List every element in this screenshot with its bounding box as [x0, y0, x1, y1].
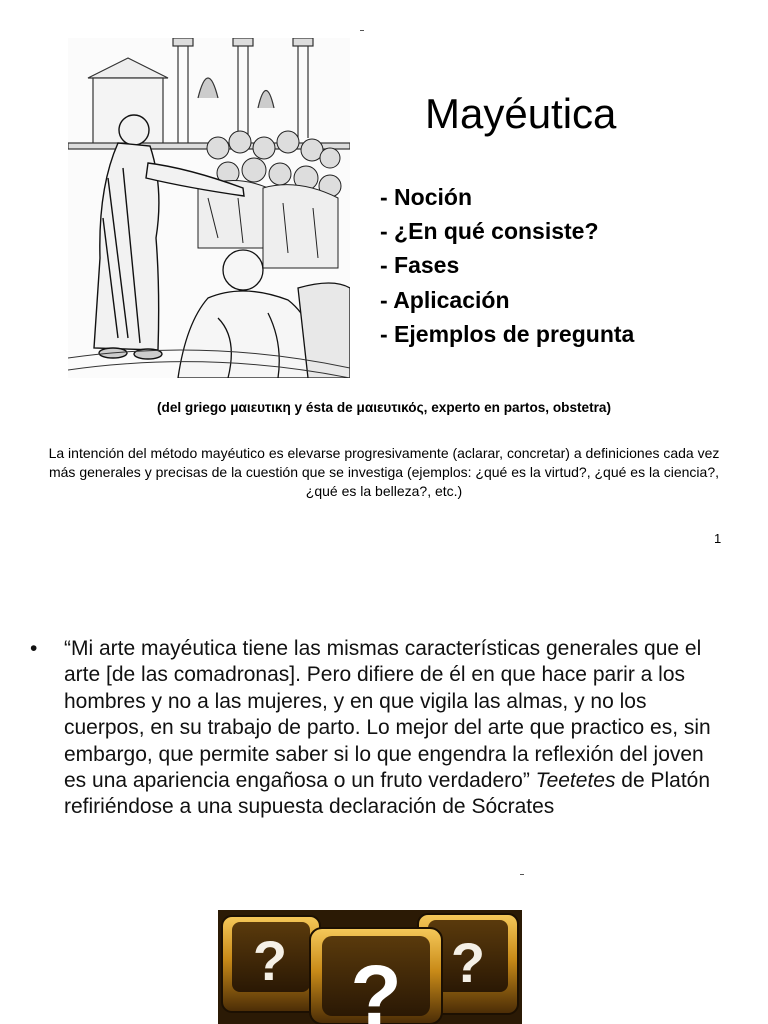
source-title: Teetetes [535, 769, 616, 793]
slide-title: Mayéutica [425, 90, 617, 138]
question-mark-glyph: ? [350, 948, 402, 1024]
question-mark-glyph: ? [252, 929, 288, 992]
topic-item: - Fases [380, 252, 460, 279]
question-mark-glyph: ? [450, 931, 486, 994]
topic-item: - Aplicación [380, 286, 510, 313]
topics-list [380, 180, 634, 351]
slide-2 [0, 580, 768, 1024]
topic-item: - ¿En qué consiste? [380, 218, 599, 245]
slide-marker [360, 30, 364, 31]
quote-body: “Mi arte mayéutica tiene las mismas características generales que el arte [de las comadronas]. Pero difiere de él en que hace parir a los hombres y no a las mujeres, y en que vigila las almas, y no los cuerpos, en su trabajo de parto. Lo mejor del arte que practico es, sin embargo, que permite saber si lo que engendra la reflexión del joven es una apariencia engañosa o un fruto verdadero” [64, 637, 711, 793]
page-number: 1 [714, 531, 722, 546]
topic-item: - Ejemplos de pregunta [380, 320, 635, 347]
etymology-note: (del griego μαιευτικη y ésta de μαιευτικός, experto en partos, obstetra) [156, 400, 612, 415]
quote-bullet-item [30, 636, 730, 821]
source-attribution: de Platón refiriéndose a una supuesta declaración de Sócrates [64, 769, 711, 819]
intention-paragraph: La intención del método mayéutico es elevarse progresivamente (aclarar, concretar) a definiciones cada vez más generales y precisas de la cuestión que se investiga (ejemplos: ¿qué es la virtud?, ¿qué es la ciencia?, ¿qué es la belleza?, etc.) [48, 445, 720, 499]
question-mark-keys-image [218, 910, 522, 1024]
slide-marker [520, 874, 524, 875]
topic-item: - Noción [380, 184, 472, 210]
socrates-illustration [68, 38, 350, 378]
socrates-quote [64, 636, 730, 821]
bullet-icon: • [30, 637, 38, 660]
